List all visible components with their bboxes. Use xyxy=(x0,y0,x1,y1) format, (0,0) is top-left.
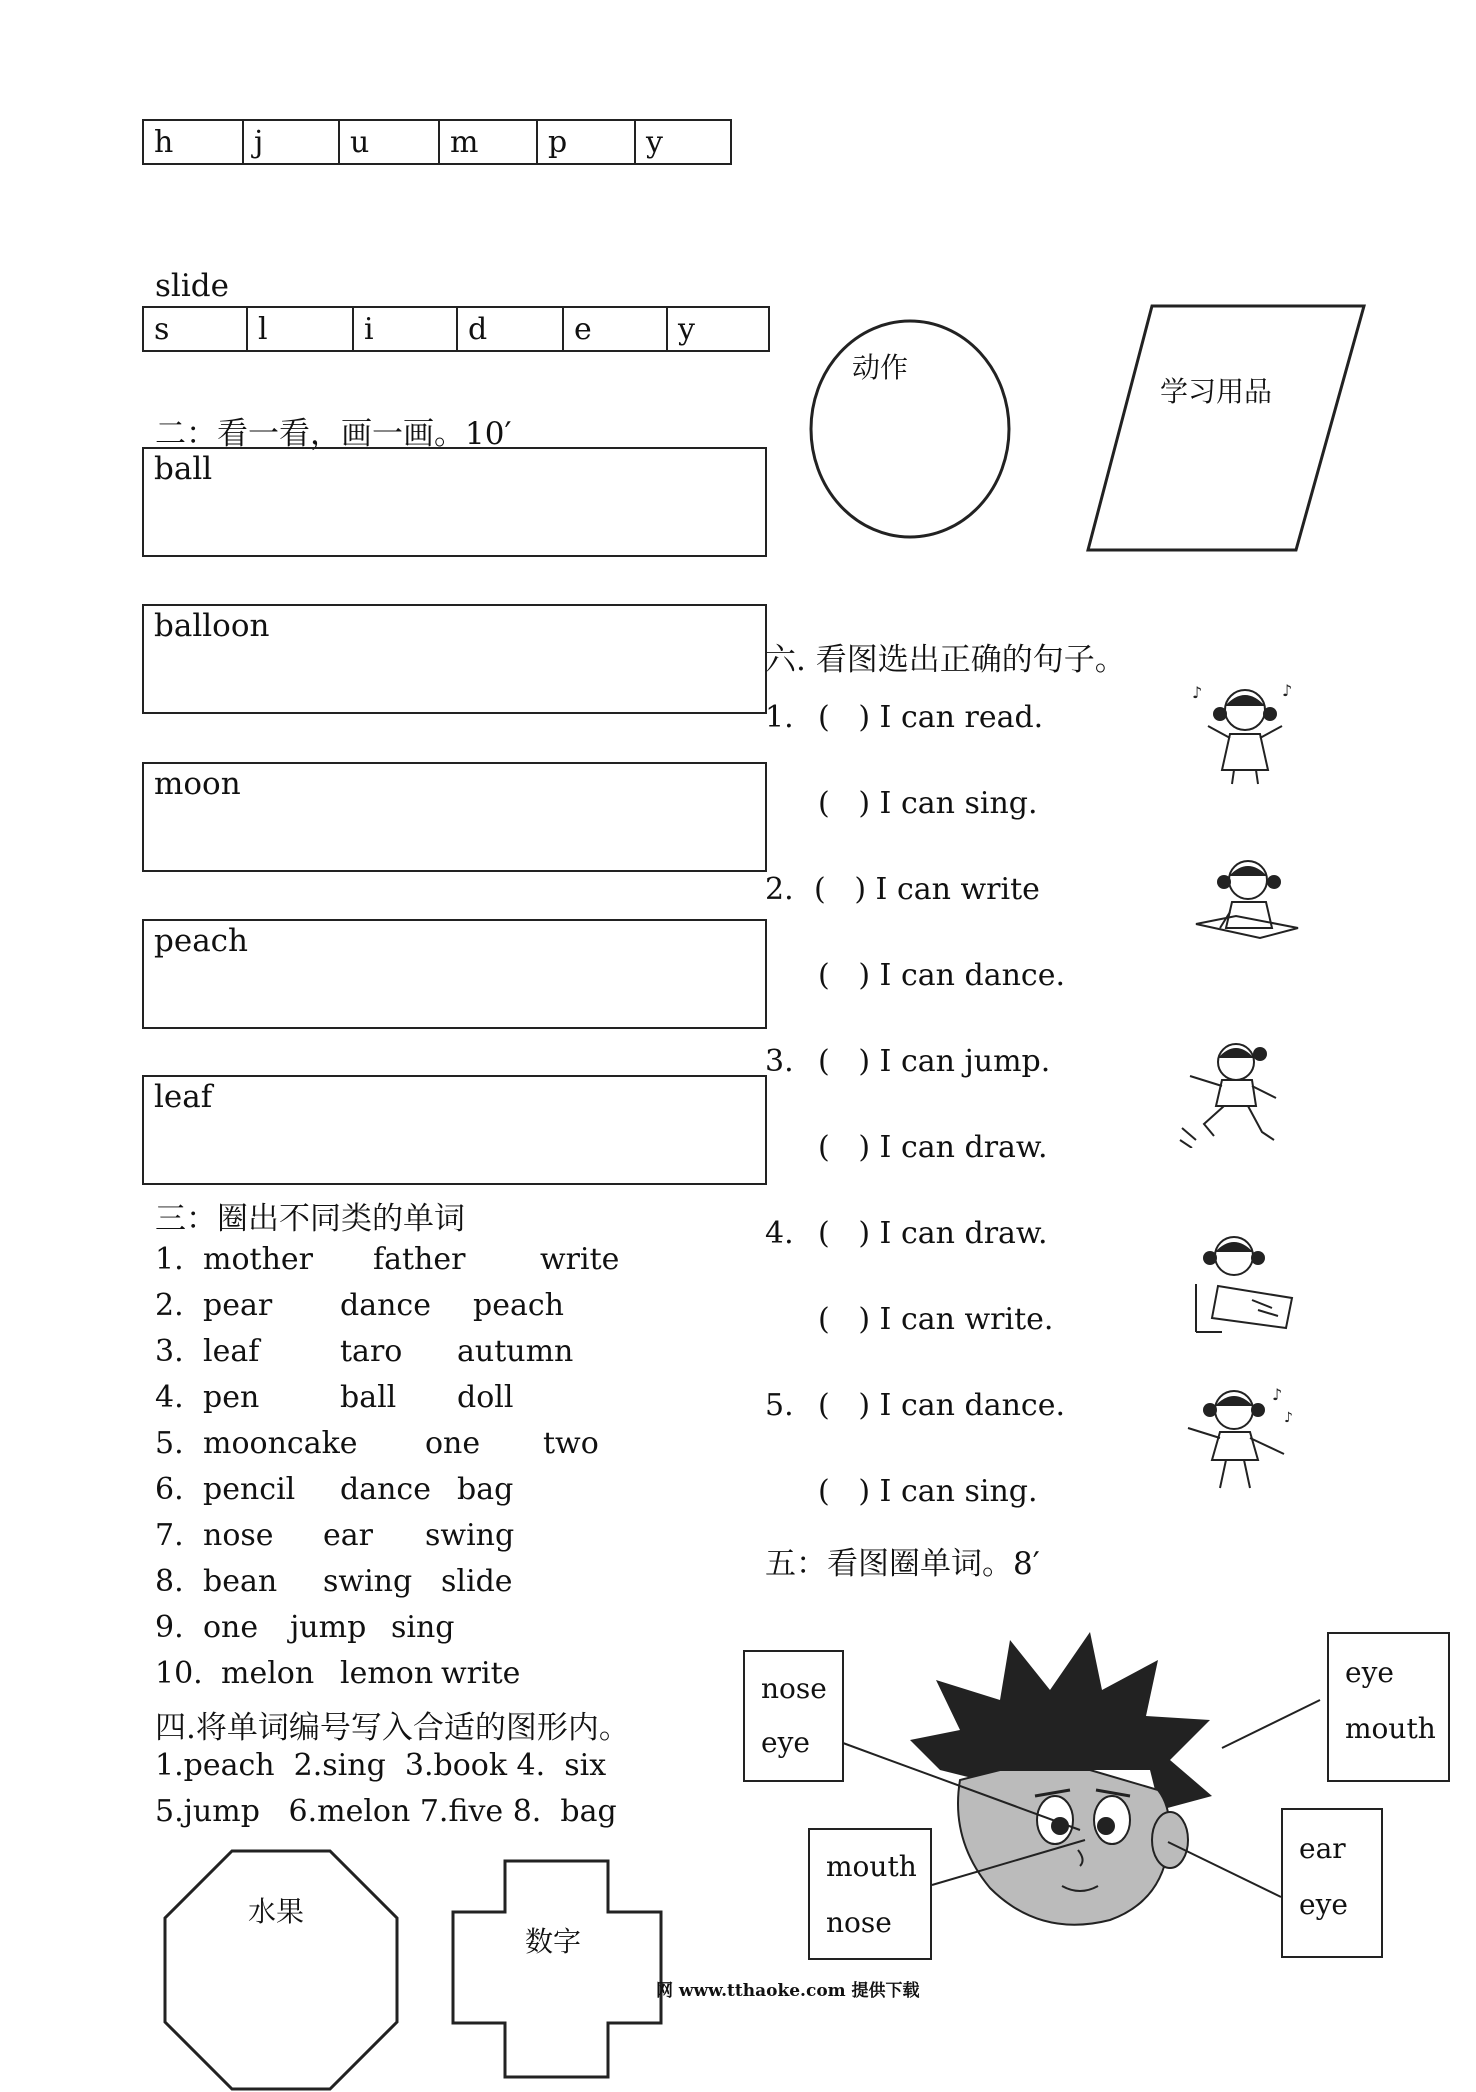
section5-heading: 五：看图圈单词。8′ xyxy=(765,1546,1040,1582)
list-item: 7. nose ear swing xyxy=(155,1518,515,1553)
list-item: 2. pear dance peach xyxy=(155,1288,564,1323)
octagon-label: 水果 xyxy=(248,1895,305,1928)
word-option: ear xyxy=(1299,1832,1346,1865)
letter-cell: h xyxy=(144,121,244,163)
list-item: 10. melon lemon write xyxy=(155,1656,521,1691)
svg-text:♪: ♪ xyxy=(1282,681,1293,700)
draw-box-label: balloon xyxy=(154,608,270,644)
letter-cell: s xyxy=(144,308,248,350)
section4-words-line2: 5.jump 6.melon 7.five 8. bag xyxy=(155,1794,617,1829)
sentence-option-a: ( ) I can draw. xyxy=(818,1216,1048,1251)
list-item: 4. pen ball doll xyxy=(155,1380,514,1415)
svg-text:♪: ♪ xyxy=(1284,1410,1293,1426)
letter-cell: j xyxy=(244,121,340,163)
section4-words-line1: 1.peach 2.sing 3.book 4. six xyxy=(155,1748,607,1783)
section4-heading: 四.将单词编号写入合适的图形内。 xyxy=(155,1710,630,1746)
sentence-number: 5. xyxy=(765,1388,794,1423)
section3-heading: 三：圈出不同类的单词 xyxy=(155,1201,465,1237)
section2-heading: 二：看一看，画一画。10′ xyxy=(155,416,512,452)
letter-cell: l xyxy=(248,308,354,350)
letter-cell: i xyxy=(354,308,458,350)
footer-watermark: 网 www.tthaoke.com 提供下载 xyxy=(656,1981,920,2001)
sentence-number: 3. xyxy=(765,1044,794,1079)
sentence-number: 4. xyxy=(765,1216,794,1251)
word-option: eye xyxy=(761,1726,810,1759)
sentence-option-b: ( ) I can draw. xyxy=(818,1130,1048,1165)
draw-box-label: peach xyxy=(154,923,248,959)
word-option: mouth xyxy=(826,1850,917,1883)
word-option: eye xyxy=(1345,1656,1394,1689)
sentence-option-b: ( ) I can sing. xyxy=(818,786,1038,821)
letter-cell: y xyxy=(646,125,663,160)
word-option: nose xyxy=(761,1672,827,1705)
letter-cell: p xyxy=(538,121,636,163)
sentence-option-a: ( ) I can write xyxy=(814,872,1040,907)
svg-text:♪: ♪ xyxy=(1272,1385,1283,1404)
word-box-bottom-right xyxy=(1281,1808,1383,1958)
word-option: eye xyxy=(1299,1888,1348,1921)
letter-cell: d xyxy=(458,308,564,350)
ellipse-label: 动作 xyxy=(852,351,909,384)
sentence-option-a: ( ) I can jump. xyxy=(818,1044,1051,1079)
sentence-number: 2. xyxy=(765,872,794,907)
sentence-option-b: ( ) I can write. xyxy=(818,1302,1054,1337)
slide-word: slide xyxy=(155,268,229,304)
parallelogram-label: 学习用品 xyxy=(1160,375,1273,408)
list-item: 3. leaf taro autumn xyxy=(155,1334,574,1369)
word-option: nose xyxy=(826,1906,892,1939)
letter-cell: y xyxy=(678,312,695,347)
list-item: 6. pencil dance bag xyxy=(155,1472,514,1507)
letter-cell: m xyxy=(440,121,538,163)
list-item: 1. mother father write xyxy=(155,1242,620,1277)
word-box-top-right xyxy=(1327,1632,1450,1782)
word-box-bottom-left xyxy=(808,1828,932,1960)
list-item: 9. one jump sing xyxy=(155,1610,455,1645)
sentence-option-b: ( ) I can dance. xyxy=(818,958,1065,993)
letter-cell: e xyxy=(564,308,668,350)
word-option: mouth xyxy=(1345,1712,1436,1745)
sentence-number: 1. xyxy=(765,700,794,735)
svg-text:♪: ♪ xyxy=(1192,683,1203,702)
list-item: 8. bean swing slide xyxy=(155,1564,513,1599)
sentence-option-a: ( ) I can dance. xyxy=(818,1388,1065,1423)
draw-box-label: leaf xyxy=(154,1079,213,1115)
draw-box-label: moon xyxy=(154,766,241,802)
sentence-option-a: ( ) I can read. xyxy=(818,700,1044,735)
section6-heading: 六. 看图选出正确的句子。 xyxy=(765,642,1126,678)
word-box-top-left xyxy=(743,1650,844,1782)
letter-cell: u xyxy=(340,121,440,163)
draw-box-label: ball xyxy=(154,451,213,487)
sentence-option-b: ( ) I can sing. xyxy=(818,1474,1038,1509)
list-item: 5. mooncake one two xyxy=(155,1426,599,1461)
cross-label: 数字 xyxy=(525,1925,582,1958)
